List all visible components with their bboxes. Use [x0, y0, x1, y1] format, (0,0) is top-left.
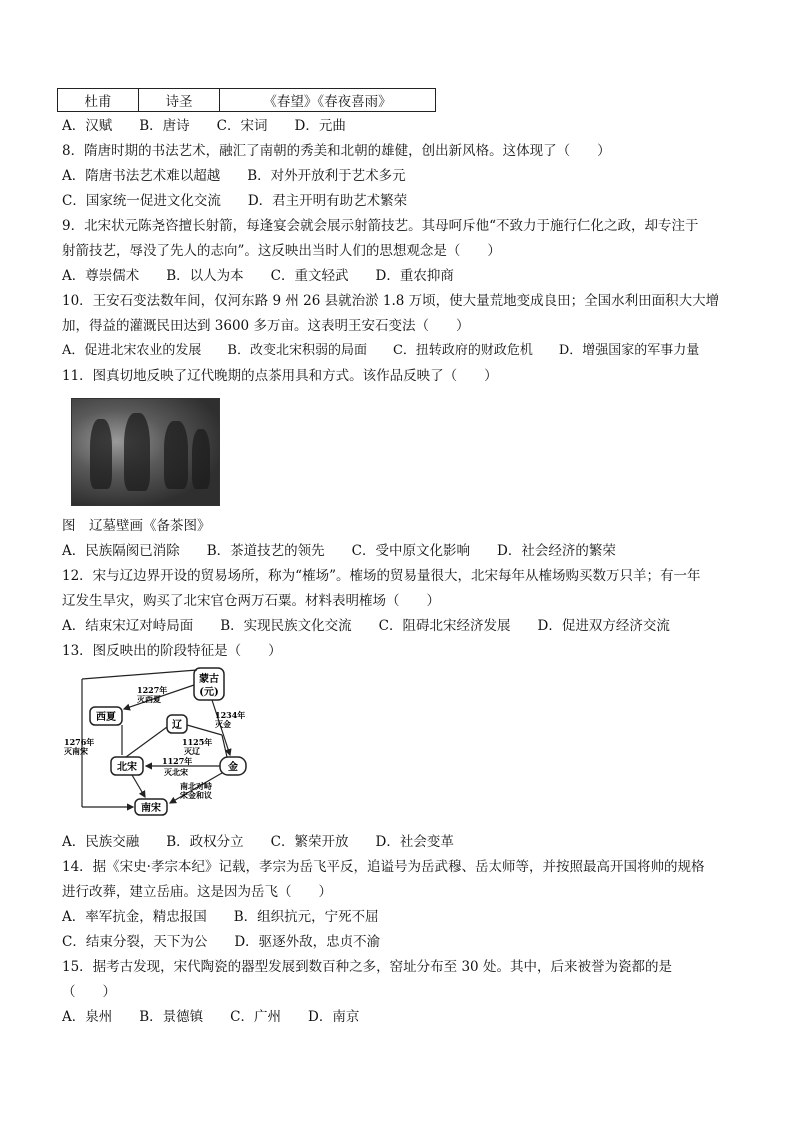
q14-stem-line2: 进行改葬，建立岳庙。这是因为岳飞（ ） [62, 884, 332, 900]
q13-options: A．民族交融 B．政权分立 C．繁荣开放 D．社会变革 [62, 834, 454, 850]
q9-options: A．尊崇儒术 B．以人为本 C．重文轻武 D．重农抑商 [62, 268, 454, 284]
mongol-label-2: (元) [199, 687, 219, 698]
event-1234-year: 1234年 [215, 710, 246, 720]
dynasty-succession-diagram [62, 665, 262, 817]
q11-options: A．民族隔阂已消除 B．茶道技艺的领先 C．受中原文化影响 D．社会经济的繁荣 [62, 543, 616, 559]
beisong-label: 北宋 [117, 762, 137, 773]
q11-caption: 图 辽墓壁画《备茶图》 [62, 518, 211, 534]
q12-stem-line1: 12．宋与辽边界开设的贸易场所，称为“榷场”。榷场的贸易量很大，北宋每年从榷场购买数万只羊；有一年 [62, 568, 701, 584]
q7-options: A．汉赋 B．唐诗 C．宋词 D．元曲 [62, 118, 346, 134]
event-1227-text: 灭西夏 [137, 694, 161, 704]
q15-stem-line2: （ ） [62, 984, 116, 1000]
q14-options-cd: C．结束分裂，天下为公 D．驱逐外敌，忠贞不渝 [62, 934, 381, 950]
q12-stem-line2: 辽发生旱灾，购买了北宋官仓两万石粟。材料表明榷场（ ） [62, 593, 440, 609]
table-row [58, 89, 436, 112]
q15-options: A．泉州 B．景德镇 C．广州 D．南京 [62, 1009, 360, 1025]
q8-options-ab: A．隋唐书法艺术难以超越 B．对外开放利于艺术多元 [62, 168, 406, 184]
q8-stem: 8．隋唐时期的书法艺术，融汇了南朝的秀美和北朝的雄健，创出新风格。这体现了（ ） [62, 143, 611, 159]
tomb-mural-image [71, 398, 220, 506]
event-1227-year: 1227年 [137, 685, 168, 695]
table-cell-works: 《春望》《春夜喜雨》 [220, 89, 436, 112]
liao-label: 辽 [172, 720, 182, 731]
q14-options-ab: A．率军抗金，精忠报国 B．组织抗元，宁死不屈 [62, 909, 379, 925]
event-1127-year: 1127年 [162, 756, 193, 766]
table-cell-title: 诗圣 [139, 89, 220, 112]
xixia-label: 西夏 [96, 712, 116, 723]
event-1276-year: 1276年 [64, 737, 95, 747]
q14-stem-line1: 14．据《宋史·孝宗本纪》记载，孝宗为岳飞平反，追谥号为岳武穆、岳太师等，并按照最高开国将帅的规格 [62, 859, 705, 875]
mongol-label-1: 蒙古 [199, 674, 219, 685]
event-1125-text: 灭辽 [184, 746, 200, 756]
heyi-label: 宋金和议 [180, 790, 212, 800]
q12-options: A．结束宋辽对峙局面 B．实现民族文化交流 C．阻碍北宋经济发展 D．促进双方经济交流 [62, 618, 670, 634]
q10-stem-line2: 加，得益的灌溉民田达到 3600 多万亩。这表明王安石变法（ ） [62, 318, 470, 334]
q13-stem: 13．图反映出的阶段特征是（ ） [62, 643, 282, 659]
duizhi-label: 南北对峙 [180, 781, 212, 791]
q9-stem-line2: 射箭技艺，辱没了先人的志向”。这反映出当时人们的思想观念是（ ） [62, 243, 501, 259]
nansong-label: 南宋 [141, 803, 161, 814]
table-cell-poet: 杜甫 [58, 89, 139, 112]
q10-options: A．促进北宋农业的发展 B．改变北宋积弱的局面 C．扭转政府的财政危机 D．增强国家的军事力量 [62, 343, 700, 358]
jin-label: 金 [228, 762, 238, 773]
q9-stem-line1: 9．北宋状元陈尧咨擅长射箭，每逢宴会就会展示射箭技艺。其母呵斥他“不致力于施行仁化之政，却专注于 [62, 218, 699, 234]
event-1234-text: 灭金 [215, 719, 231, 729]
q15-stem-line1: 15．据考古发现，宋代陶瓷的器型发展到数百种之多，窑址分布至 30 处。其中，后来被誉为瓷都的是 [62, 959, 672, 975]
poet-table [57, 88, 436, 112]
event-1127-text: 灭北宋 [164, 767, 188, 777]
q11-stem: 11．图真切地反映了辽代晚期的点茶用具和方式。该作品反映了（ ） [62, 368, 498, 384]
event-1276-text: 灭南宋 [64, 746, 88, 756]
event-1125-year: 1125年 [182, 737, 213, 747]
q8-options-cd: C．国家统一促进文化交流 D．君主开明有助艺术繁荣 [62, 193, 408, 209]
q10-stem-line1: 10．王安石变法数年间，仅河东路 9 州 26 县就治淤 1.8 万顷，使大量荒地变成良田；全国水利田面积大大增 [62, 293, 720, 309]
